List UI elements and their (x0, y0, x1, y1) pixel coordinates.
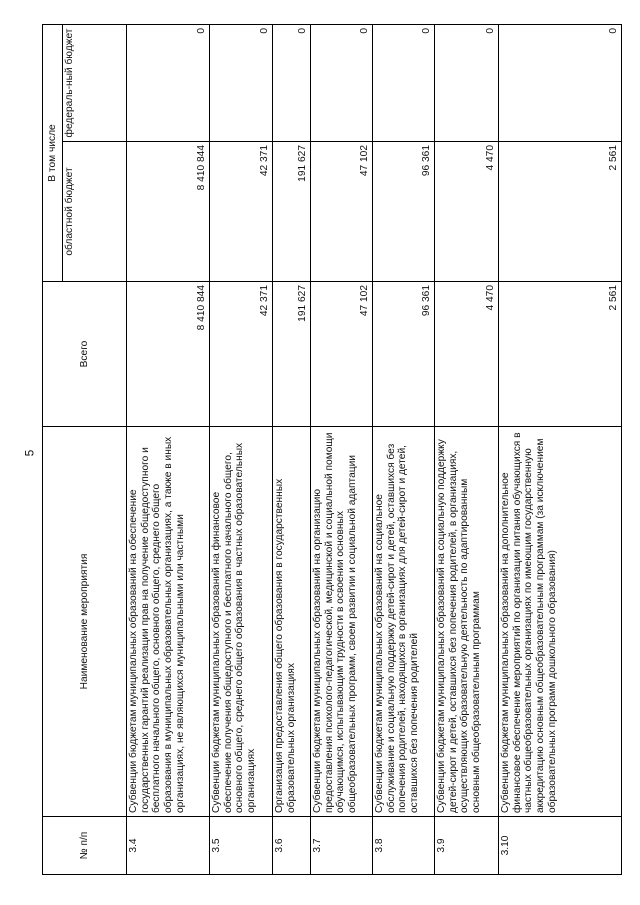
row-name: Организация предоставления общего образования в государственных образовательных организациях (273, 427, 311, 817)
row-total: 96 361 (373, 282, 435, 427)
row-total: 42 371 (210, 282, 273, 427)
table-row (127, 24, 210, 874)
row-total: 191 627 (273, 282, 311, 427)
row-number: 3.5 (210, 817, 273, 875)
row-federal: 0 (127, 24, 210, 141)
row-number: 3.8 (373, 817, 435, 875)
table-row (499, 24, 622, 874)
row-regional: 47 102 (311, 142, 373, 282)
row-federal: 0 (435, 24, 499, 141)
row-name: Субвенции бюджетам муниципальных образований на организацию предоставления психолого-педагогической, медицинской и социальной помощи обучающимся, испытывающим трудности в освоении основных общеобразовательных программ, своем развитии и социальной адаптации (311, 427, 373, 817)
row-regional: 191 627 (273, 142, 311, 282)
header-federal: федераль-ный бюджет (63, 24, 127, 141)
row-regional: 2 561 (499, 142, 622, 282)
row-number: 3.9 (435, 817, 499, 875)
row-name: Субвенции бюджетам муниципальных образований на социальное обслуживание и социальную поддержку детей-сирот и детей, оставшихся без попечения родителей, находящихся в организациях для детей-сирот и детей, оставшихся без попечения родителей (373, 427, 435, 817)
row-federal: 0 (311, 24, 373, 141)
row-federal: 0 (210, 24, 273, 141)
budget-table (42, 24, 622, 875)
row-name: Субвенции бюджетам муниципальных образований на социальную поддержку детей-сирот и детей, оставшихся без попечения родителей, в организациях, осуществляющих образовательную деятельность по адаптированным основным общеобразовательным программам (435, 427, 499, 817)
row-regional: 4 470 (435, 142, 499, 282)
row-number: 3.4 (127, 817, 210, 875)
header-num: № п/п (43, 817, 127, 875)
header-name: Наименование мероприятия (43, 427, 127, 817)
budget-table-sheet (42, 25, 622, 875)
row-number: 3.6 (273, 817, 311, 875)
header-row-1 (43, 24, 63, 874)
row-regional: 8 410 844 (127, 142, 210, 282)
table-row (311, 24, 373, 874)
row-number: 3.7 (311, 817, 373, 875)
table-row (210, 24, 273, 874)
row-federal: 0 (373, 24, 435, 141)
row-total: 8 410 844 (127, 282, 210, 427)
row-federal: 0 (273, 24, 311, 141)
row-name: Субвенции бюджетам муниципальных образований на финансовое обеспечение получения общедоступного и бесплатного начального общего, основного общего, среднего общего образования в частных образовательных организациях (210, 427, 273, 817)
table-row (273, 24, 311, 874)
row-total: 47 102 (311, 282, 373, 427)
row-federal: 0 (499, 24, 622, 141)
row-name: Субвенции бюджетам муниципальных образований на обеспечение государственных гарантий реализации прав на получение общедоступного и бесплатного начального общего, основного общего, среднего общего образования в муниципальных образовательных организациях, а также в иных организациях, не являющихся муниципальными или частными (127, 427, 210, 817)
row-regional: 96 361 (373, 142, 435, 282)
row-total: 2 561 (499, 282, 622, 427)
table-row (373, 24, 435, 874)
table-row (435, 24, 499, 874)
header-total: Всего (43, 282, 127, 427)
page-number: 5 (22, 449, 37, 457)
row-name: Субвенции бюджетам муниципальных образований на дополнительное финансовое обеспечение мероприятий по организации питания обучающихся в частных общеобразовательных организациях по имеющим государственную аккредитацию основным общеобразовательным программам (за исключением образовательных программ дошкольного образования) (499, 427, 622, 817)
row-number: 3.10 (499, 817, 622, 875)
row-total: 4 470 (435, 282, 499, 427)
header-including: В том числе (43, 24, 63, 281)
header-regional: областной бюджет (63, 142, 127, 282)
row-regional: 42 371 (210, 142, 273, 282)
